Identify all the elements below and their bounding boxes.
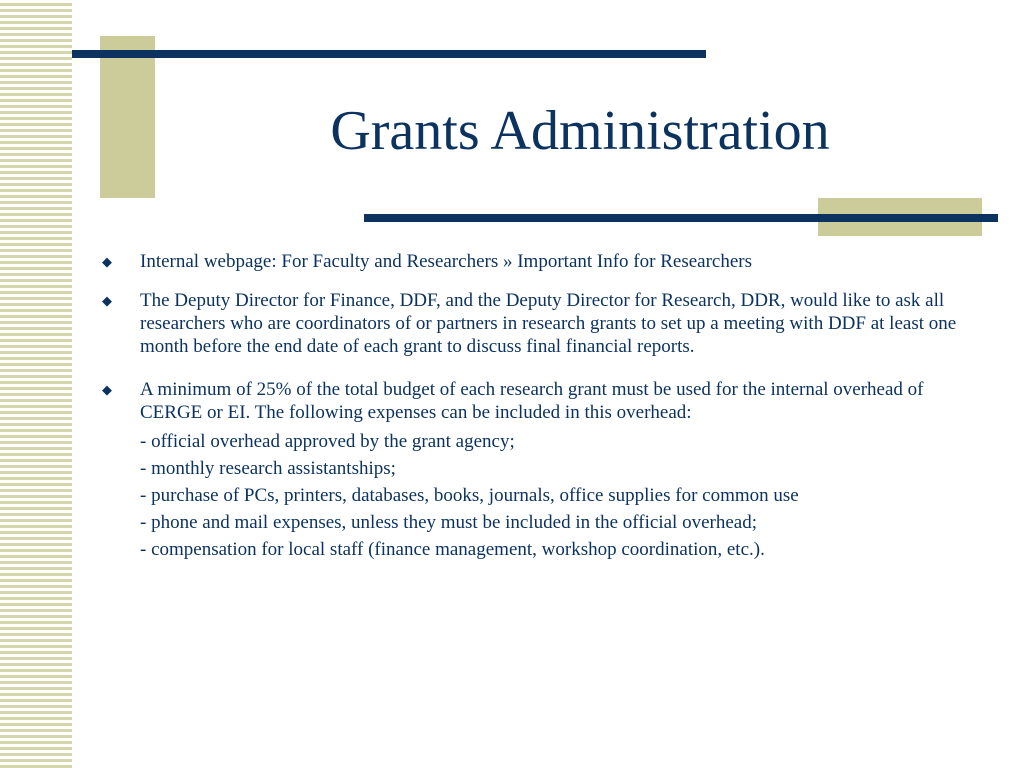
bullet-item [102, 250, 982, 273]
bullet-item [102, 289, 982, 358]
title-rule-top [72, 50, 706, 58]
bullet-text: The Deputy Director for Finance, DDF, and the Deputy Director for Research, DDR, would like to ask all researchers who are coordinators of or partners in research grants to set up a meeting with DDF at least one month before the end date of each grant to discuss final financial reports. [140, 290, 957, 357]
expense-item: - compensation for local staff (finance management, workshop coordination, etc.). [140, 539, 765, 560]
diamond-bullet-icon: ◆ [102, 382, 112, 397]
overhead-expense-list [102, 428, 982, 563]
slide-body [102, 250, 982, 563]
diamond-bullet-icon: ◆ [102, 254, 112, 269]
slide-title: Grants Administration [330, 100, 830, 162]
decorative-stripes [0, 0, 72, 768]
expense-item: - purchase of PCs, printers, databases, books, journals, office supplies for common use [140, 485, 799, 506]
diamond-bullet-icon: ◆ [102, 293, 112, 308]
bullet-text: Internal webpage: For Faculty and Researchers » Important Info for Researchers [140, 251, 752, 272]
accent-block-top [100, 36, 155, 198]
title-rule-bottom [364, 214, 998, 222]
expense-item: - monthly research assistantships; [140, 458, 396, 479]
bullet-text: A minimum of 25% of the total budget of each research grant must be used for the internal overhead of CERGE or EI. The following expenses can be included in this overhead: [140, 379, 924, 423]
expense-item: - official overhead approved by the grant agency; [140, 431, 515, 452]
expense-item: - phone and mail expenses, unless they must be included in the official overhead; [140, 512, 757, 533]
bullet-item [102, 378, 982, 424]
